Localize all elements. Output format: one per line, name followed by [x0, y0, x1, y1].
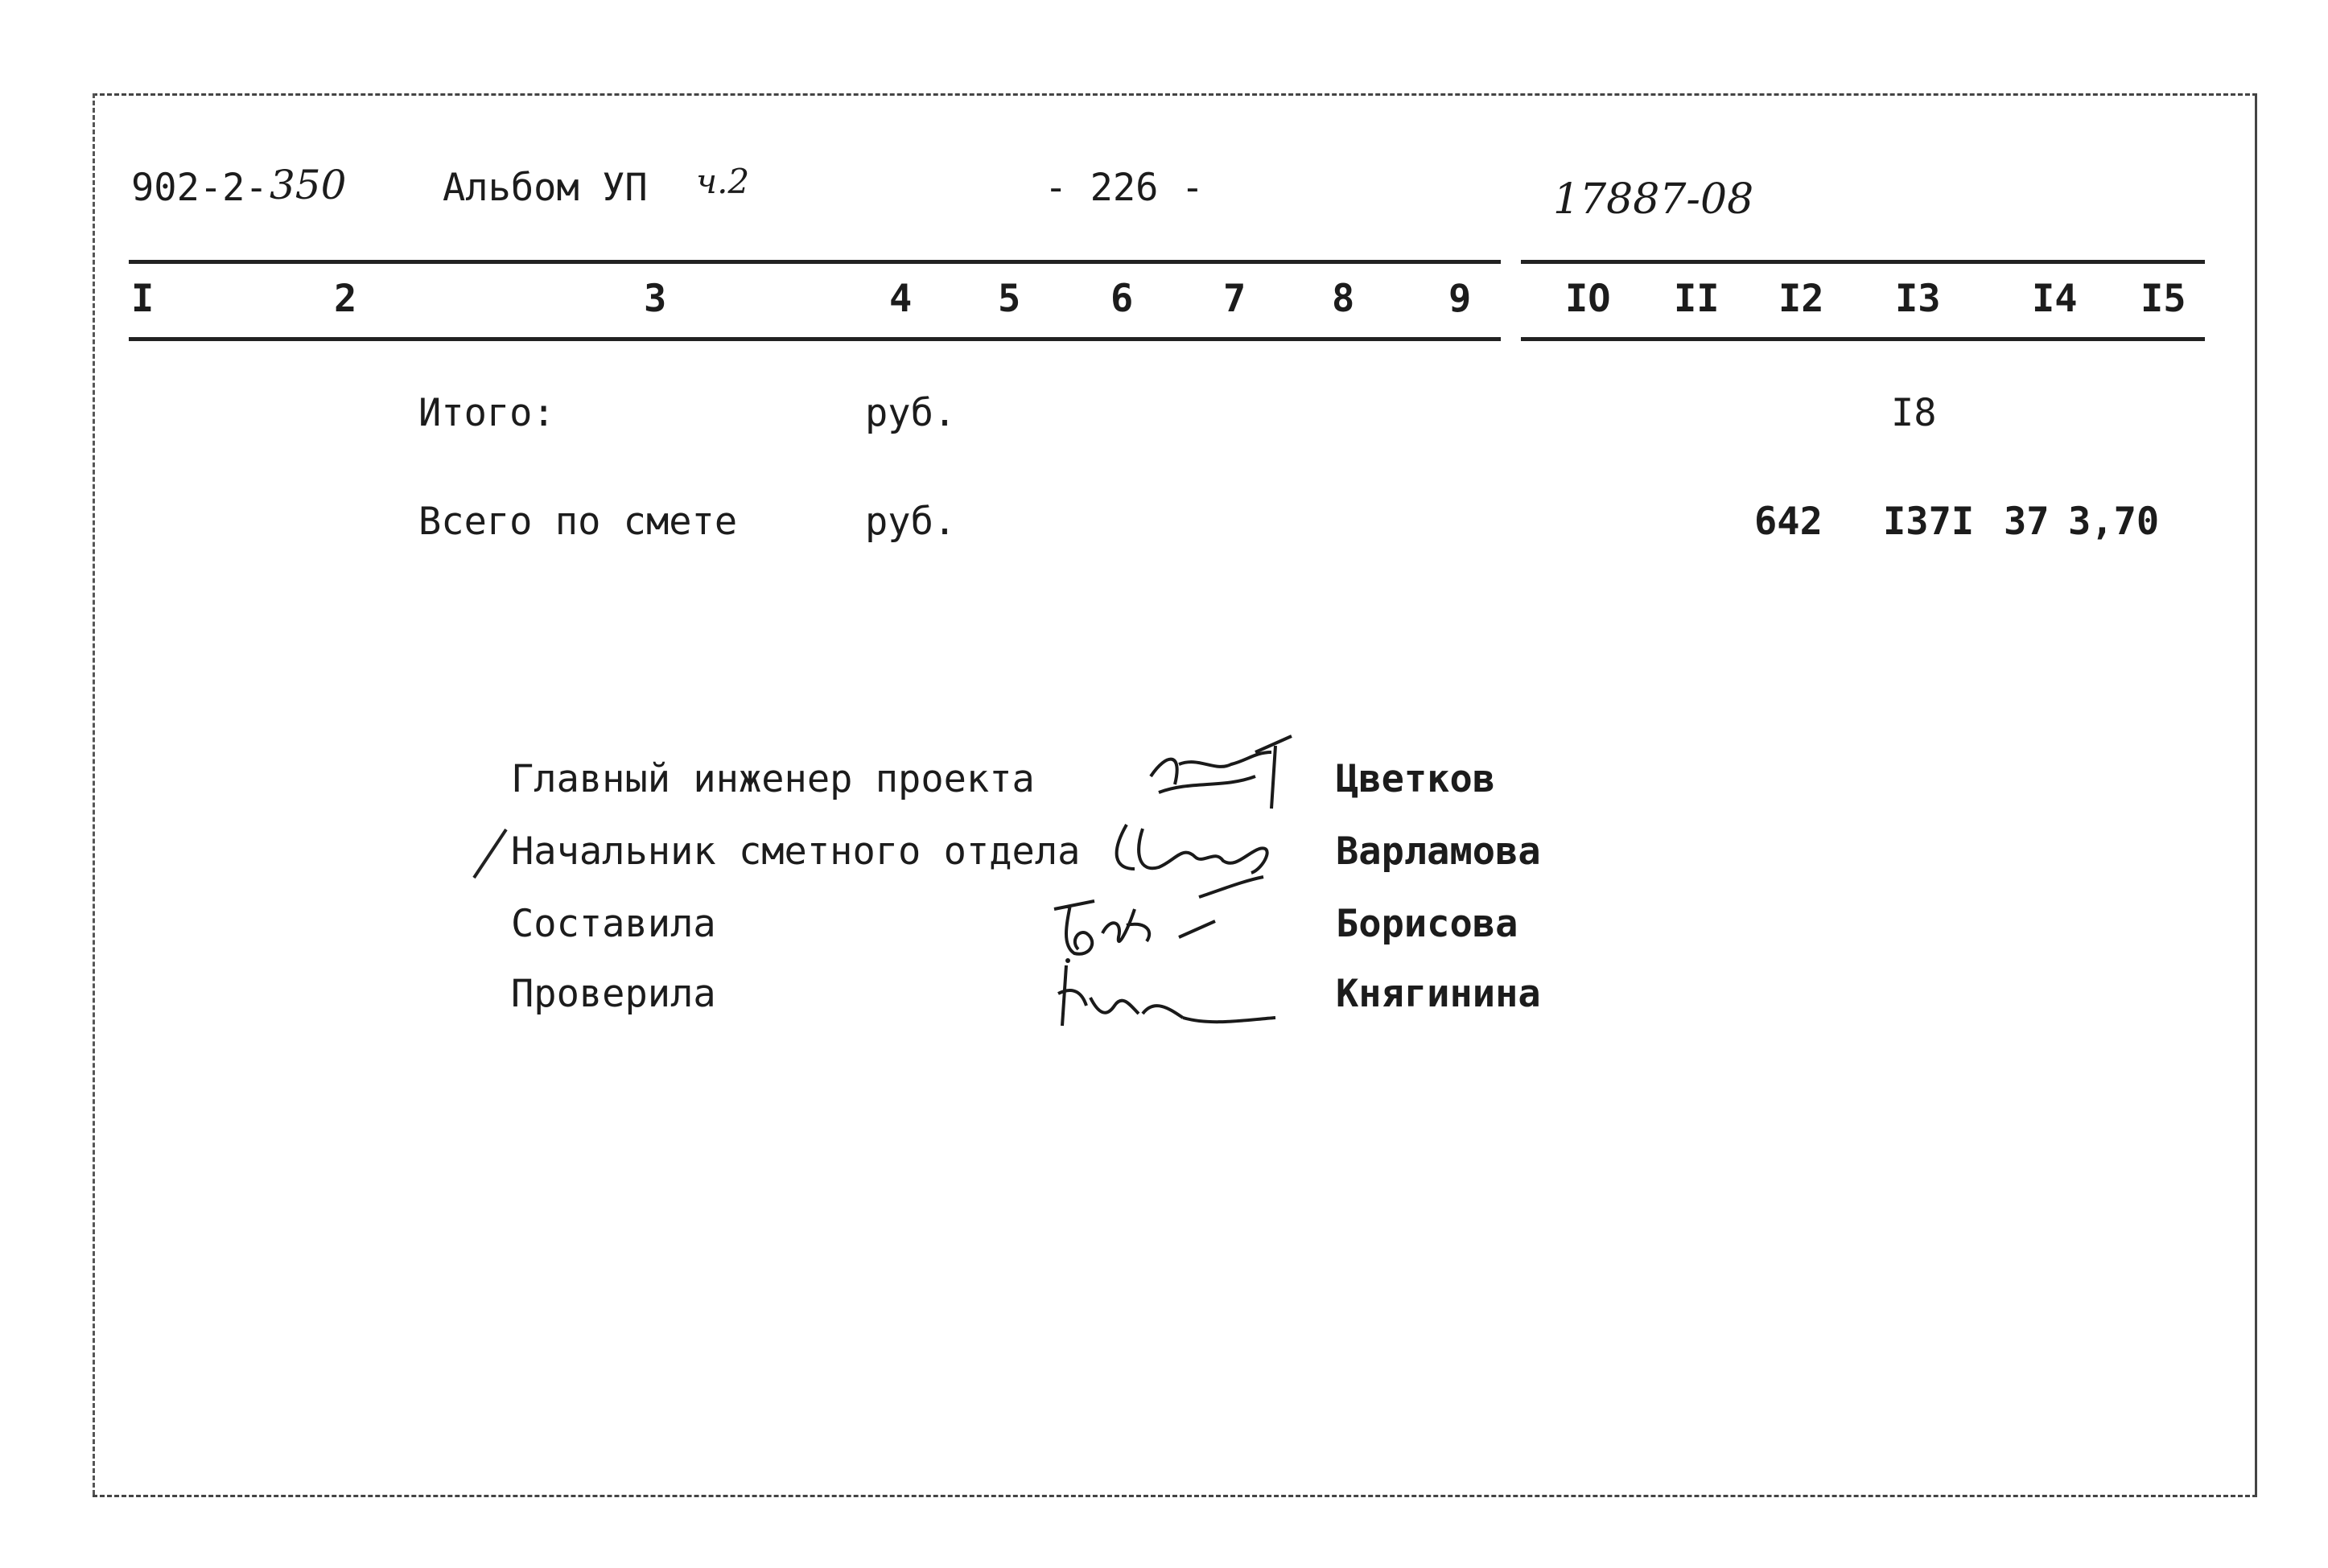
column-number-15: I5 — [2141, 277, 2186, 321]
signature-role-checked-by: Проверила — [511, 972, 716, 1016]
row-grand-total-col15: 3,70 — [2068, 500, 2160, 544]
frame-left-border — [93, 93, 95, 1495]
row-total-label: Итого: — [418, 391, 555, 435]
column-number-7: 7 — [1223, 277, 1246, 321]
frame-right-border — [2255, 93, 2257, 1495]
album-label: Альбом УП — [443, 166, 648, 210]
column-number-4: 4 — [889, 277, 913, 321]
row-total-unit: руб. — [865, 391, 957, 435]
column-number-8: 8 — [1332, 277, 1355, 321]
row-grand-total-col12: 642 — [1754, 500, 1823, 544]
column-number-9: 9 — [1448, 277, 1472, 321]
column-number-6: 6 — [1110, 277, 1134, 321]
album-note-handwritten: ч.2 — [696, 162, 750, 201]
signature-role-compiled-by: Составила — [511, 902, 716, 946]
signature-scribble-checked-by — [1050, 949, 1283, 1038]
frame-top-border — [93, 93, 2257, 96]
page-number: - 226 - — [1045, 166, 1205, 210]
doc-code-handwritten: 350 — [270, 162, 347, 208]
signature-name-compiled-by: Борисова — [1336, 902, 1518, 946]
row-grand-total-unit: руб. — [865, 500, 957, 544]
row-grand-total-col13: I37I — [1883, 500, 1975, 544]
column-number-2: 2 — [334, 277, 357, 321]
header-rule-top-left — [129, 260, 1501, 264]
column-number-10: IO — [1565, 277, 1611, 321]
row-total-col13: I8 — [1891, 391, 1937, 435]
frame-bottom-border — [93, 1495, 2257, 1497]
column-number-3: 3 — [644, 277, 667, 321]
signature-name-chief-engineer: Цветков — [1336, 757, 1496, 801]
column-number-5: 5 — [998, 277, 1021, 321]
signature-scribble-chief-engineer — [1135, 728, 1308, 817]
signature-role-chief-engineer: Главный инженер проекта — [511, 757, 1035, 801]
inventory-number-handwritten: 17887-08 — [1553, 175, 1754, 224]
row-grand-total-label: Всего по смете — [418, 500, 738, 544]
column-number-14: I4 — [2032, 277, 2078, 321]
header-rule-bottom-right — [1521, 337, 2205, 341]
header-rule-bottom-left — [129, 337, 1501, 341]
signature-name-checked-by: Княгинина — [1336, 972, 1541, 1016]
row-grand-total-col14: 37 — [2004, 500, 2050, 544]
column-number-13: I3 — [1895, 277, 1941, 321]
signature-role-estimates-head: Начальник сметного отдела — [511, 829, 1081, 874]
column-number-11: II — [1674, 277, 1720, 321]
pen-tick-mark — [471, 825, 511, 881]
doc-code-prefix: 902-2- — [131, 166, 268, 210]
column-number-1: I — [131, 277, 155, 321]
signature-name-estimates-head: Варламова — [1336, 829, 1541, 874]
column-number-12: I2 — [1778, 277, 1824, 321]
header-rule-top-right — [1521, 260, 2205, 264]
